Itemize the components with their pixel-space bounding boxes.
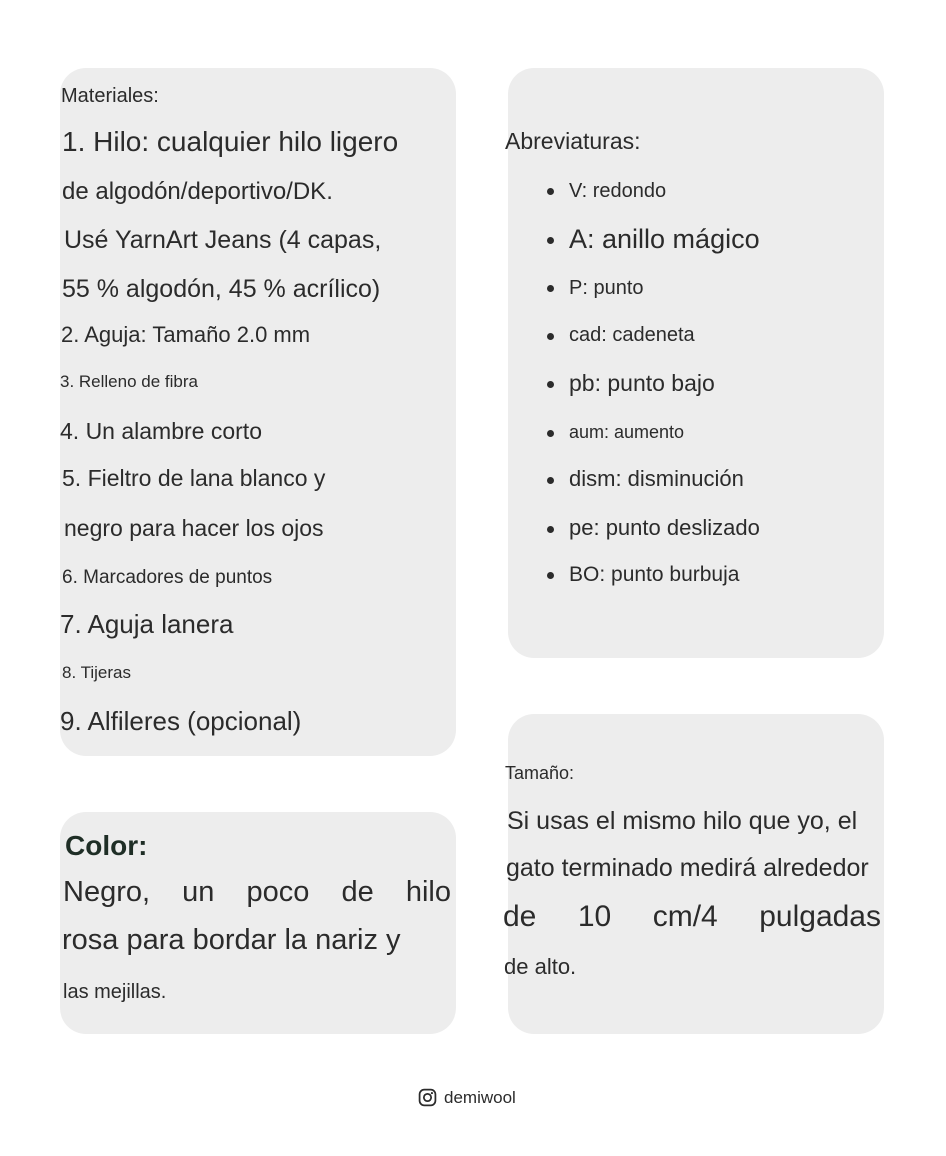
- materials-line: 9. Alfileres (opcional): [60, 706, 302, 736]
- bullet-icon: [547, 333, 554, 340]
- materials-line: 2. Aguja: Tamaño 2.0 mm: [61, 322, 311, 347]
- abbreviation-text: pe: punto deslizado: [569, 515, 760, 540]
- instagram-credit[interactable]: [418, 1088, 516, 1107]
- bullet-icon: [547, 572, 554, 579]
- size-word: pulgadas: [759, 900, 881, 933]
- materials-line: 55 % algodón, 45 % acrílico): [62, 275, 381, 303]
- bullet-icon: [547, 526, 554, 533]
- size-title: Tamaño:: [505, 763, 575, 783]
- size-word: cm/4: [652, 900, 718, 933]
- abbreviation-text: cad: cadeneta: [569, 324, 695, 346]
- materials-title: Materiales:: [61, 85, 159, 107]
- materials-line: de algodón/deportivo/DK.: [62, 178, 333, 205]
- materials-line: 7. Aguja lanera: [60, 609, 234, 639]
- abbreviation-text: V: redondo: [569, 180, 667, 202]
- abbreviation-text: P: punto: [569, 277, 644, 299]
- size-line-4: de alto.: [504, 954, 577, 979]
- materials-line: 4. Un alambre corto: [60, 418, 262, 444]
- instagram-icon: [418, 1088, 437, 1107]
- abbreviation-text: pb: punto bajo: [569, 370, 715, 396]
- color-word: un: [182, 876, 215, 908]
- abbreviation-text: aum: aumento: [569, 422, 685, 442]
- abbreviation-text: dism: disminución: [569, 466, 744, 491]
- instagram-handle[interactable]: demiwool: [444, 1088, 516, 1107]
- bullet-icon: [547, 285, 554, 292]
- materials-line: negro para hacer los ojos: [64, 515, 324, 541]
- materials-line: Usé YarnArt Jeans (4 capas,: [64, 226, 382, 254]
- abbreviation-text: A: anillo mágico: [569, 224, 760, 254]
- bullet-icon: [547, 477, 554, 484]
- materials-line: 5. Fieltro de lana blanco y: [62, 465, 326, 491]
- color-title: Color:: [65, 830, 148, 861]
- materials-line: 3. Relleno de fibra: [60, 372, 198, 391]
- color-word: de: [341, 876, 374, 908]
- size-word: de: [503, 900, 537, 933]
- bullet-icon: [547, 430, 554, 437]
- materials-line: 8. Tijeras: [62, 663, 131, 682]
- color-line-2: rosa para bordar la nariz y: [62, 924, 401, 956]
- abbreviations-title: Abreviaturas:: [505, 128, 641, 154]
- color-word: hilo: [405, 876, 451, 908]
- color-word: poco: [246, 876, 310, 908]
- bullet-icon: [547, 237, 554, 244]
- materials-line: 6. Marcadores de puntos: [62, 567, 273, 588]
- size-line-1: Si usas el mismo hilo que yo, el: [507, 807, 858, 835]
- bullet-icon: [547, 381, 554, 388]
- bullet-icon: [547, 188, 554, 195]
- size-line-3: [503, 902, 881, 932]
- size-word: 10: [577, 900, 612, 933]
- materials-card: [60, 68, 456, 756]
- color-line-3: las mejillas.: [63, 981, 167, 1003]
- materials-line: 1. Hilo: cualquier hilo ligero: [62, 126, 399, 157]
- abbreviation-text: BO: punto burbuja: [569, 563, 740, 586]
- size-line-2: gato terminado medirá alrededor: [506, 854, 869, 882]
- color-line-1: [63, 878, 451, 907]
- color-word: Negro,: [63, 876, 151, 908]
